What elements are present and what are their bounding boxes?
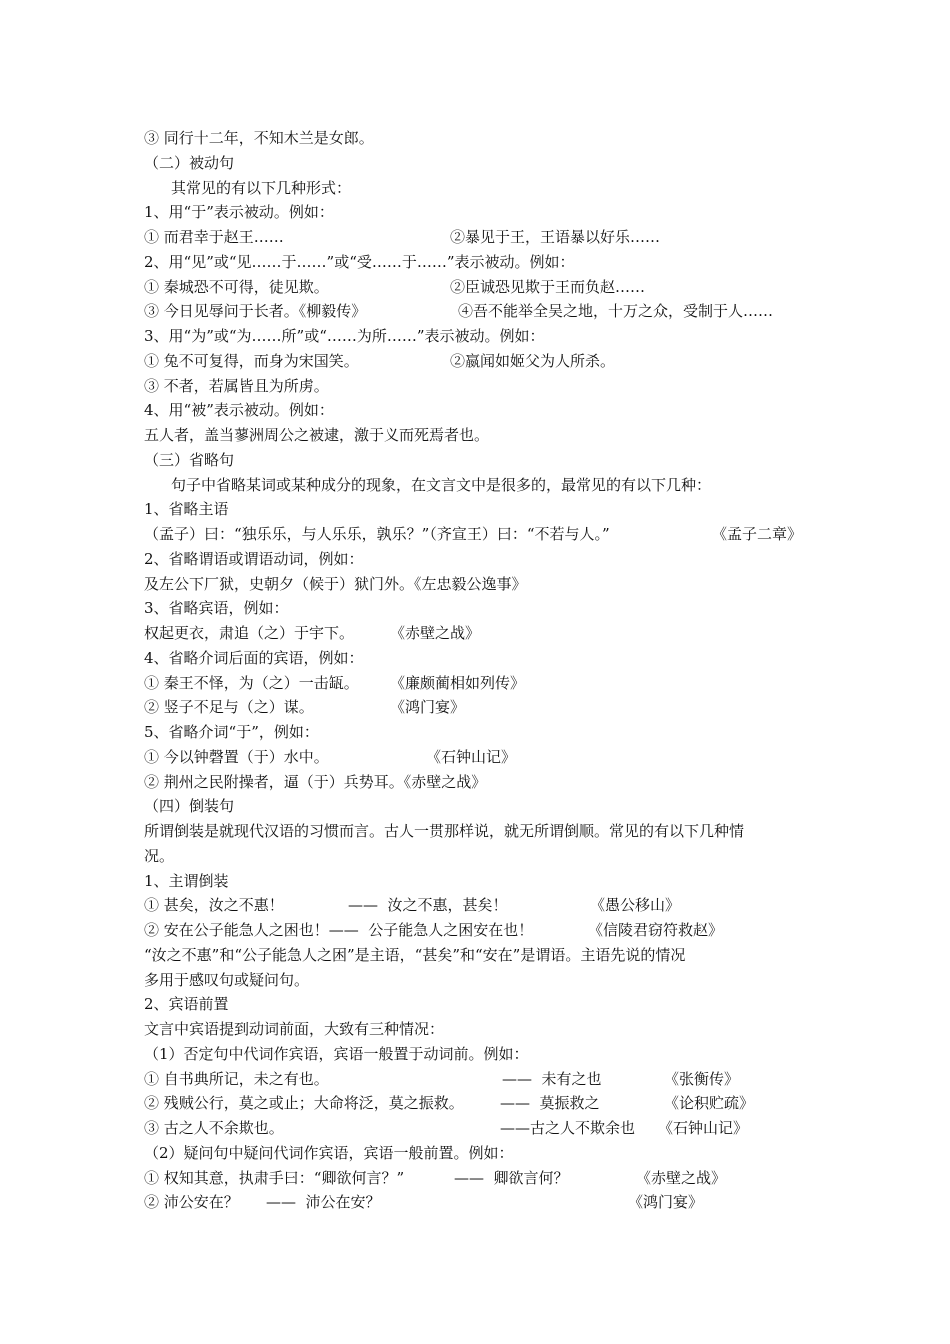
text-line xyxy=(144,720,814,745)
section-heading xyxy=(144,794,814,819)
text-line xyxy=(144,745,814,770)
line-text: “汝之不惠”和“公子能急人之困”是主语，“甚矣”和“安在”是谓语。主语先说的情况 xyxy=(144,945,686,964)
text-line xyxy=(144,943,814,968)
line-text: 《孟子二章》 xyxy=(712,525,803,543)
text-line xyxy=(144,596,814,621)
line-text: 2、省略谓语或谓语动词，例如： xyxy=(144,549,364,568)
text-line xyxy=(144,869,814,894)
line-text: ① 权知其意，执肃手曰：“卿欲何言？” xyxy=(144,1168,405,1187)
text-line xyxy=(144,275,814,300)
line-text: —— 沛公在安？ xyxy=(266,1193,381,1212)
text-line xyxy=(144,918,814,943)
text-line xyxy=(144,1190,814,1215)
line-text: 《石钟山记》 xyxy=(658,1119,749,1137)
line-text: 2、宾语前置 xyxy=(144,995,229,1014)
line-text: 2、用“见”或“见……于……”或“受……于……”表示被动。例如： xyxy=(144,252,575,271)
line-text: ① 秦城恐不可得，徒见欺。 xyxy=(144,277,329,296)
text-line xyxy=(144,893,814,918)
line-text: （二）被动句 xyxy=(144,153,235,172)
text-line xyxy=(144,1116,814,1141)
line-text: ③ 同行十二年，不知木兰是女郎。 xyxy=(144,129,374,147)
text-line xyxy=(144,126,814,151)
line-text: 文言中宾语提到动词前面，大致有三种情况： xyxy=(144,1020,445,1038)
line-text: ① 秦王不怿，为（之）一击缻。 xyxy=(144,673,359,692)
text-line xyxy=(144,497,814,522)
text-line xyxy=(144,473,814,498)
line-text: —— 汝之不惠，甚矣！ xyxy=(348,896,508,915)
line-text: ——古之人不欺余也 xyxy=(500,1119,636,1137)
line-text: 《张衡传》 xyxy=(664,1069,740,1088)
line-text: ② 竖子不足与（之）谋。 xyxy=(144,698,314,717)
text-line xyxy=(144,176,814,201)
text-line xyxy=(144,819,814,844)
text-line xyxy=(144,398,814,423)
line-text: 1、省略主语 xyxy=(144,500,229,519)
line-text: ④吾不能举全吴之地，十万之众，受制于人…… xyxy=(458,302,774,321)
line-text: —— 未有之也 xyxy=(502,1069,602,1088)
text-line xyxy=(144,646,814,671)
line-text: 1、用“于”表示被动。例如： xyxy=(144,203,334,222)
line-text: （四）倒装句 xyxy=(144,797,235,816)
text-line xyxy=(144,695,814,720)
line-text: （孟子）曰：“独乐乐，与人乐乐，孰乐？”（齐宣王）曰：“不若与人。” xyxy=(144,525,610,543)
document-body xyxy=(144,126,814,1215)
text-line xyxy=(144,324,814,349)
text-line xyxy=(144,225,814,250)
line-text: （1）否定句中代词作宾语，宾语一般置于动词前。例如： xyxy=(144,1044,529,1063)
line-text: 《赤壁之战》 xyxy=(390,624,481,642)
text-line xyxy=(144,250,814,275)
line-text: 《赤壁之战》 xyxy=(636,1168,727,1187)
line-text: ②嬴闻如姬父为人所杀。 xyxy=(450,351,616,370)
line-text: 《石钟山记》 xyxy=(426,747,517,766)
text-line xyxy=(144,374,814,399)
line-text: 况。 xyxy=(144,846,175,865)
line-text: 5、省略介词“于”，例如： xyxy=(144,723,319,741)
text-line xyxy=(144,621,814,646)
text-line xyxy=(144,1166,814,1191)
text-line xyxy=(144,1141,814,1166)
text-line xyxy=(144,992,814,1017)
line-text: ② 残贼公行，莫之或止；大命将泛，莫之振救。 xyxy=(144,1094,464,1113)
line-text: 句子中省略某词或某种成分的现象，在文言文中是很多的，最常见的有以下几种： xyxy=(156,475,712,494)
text-line xyxy=(144,522,814,547)
line-text: 《鸿门宴》 xyxy=(628,1193,704,1212)
line-text: 其常见的有以下几种形式： xyxy=(156,178,352,197)
section-heading xyxy=(144,151,814,176)
section-heading xyxy=(144,448,814,473)
line-text: ③ 今日见辱问于长者。《柳毅传》 xyxy=(144,302,367,321)
line-text: —— 莫振救之 xyxy=(500,1094,600,1113)
line-text: ② 沛公安在？ xyxy=(144,1193,239,1212)
line-text: 3、用“为”或“为……所”或“……为所……”表示被动。例如： xyxy=(144,327,545,345)
line-text: 权起更衣，肃追（之）于宇下。 xyxy=(144,624,355,642)
line-text: 3、省略宾语，例如： xyxy=(144,599,289,618)
line-text: ② 安在公子能急人之困也！—— 公子能急人之困安在也！ xyxy=(144,921,534,939)
line-text: 4、省略介词后面的宾语，例如： xyxy=(144,648,364,667)
line-text: 《廉颇蔺相如列传》 xyxy=(390,673,526,692)
line-text: （三）省略句 xyxy=(144,450,235,469)
text-line xyxy=(144,1042,814,1067)
line-text: ① 甚矣，汝之不惠！ xyxy=(144,896,284,915)
line-text: ②臣诚恐见欺于王而负赵…… xyxy=(450,277,646,296)
line-text: ① 兔不可复得，而身为宋国笑。 xyxy=(144,351,359,370)
text-line xyxy=(144,770,814,795)
text-line xyxy=(144,547,814,572)
line-text: 4、用“被”表示被动。例如： xyxy=(144,401,334,420)
line-text: 多用于感叹句或疑问句。 xyxy=(144,970,310,989)
line-text: ① 而君幸于赵王…… xyxy=(144,228,284,246)
line-text: 1、主谓倒装 xyxy=(144,871,229,890)
line-text: 《愚公移山》 xyxy=(590,896,681,915)
line-text: ③ 不者，若属皆且为所虏。 xyxy=(144,376,329,395)
text-line xyxy=(144,299,814,324)
line-text: ① 今以钟磬置（于）水中。 xyxy=(144,747,329,766)
line-text: ②暴见于王，王语暴以好乐…… xyxy=(450,228,661,246)
text-line xyxy=(144,671,814,696)
text-line xyxy=(144,1067,814,1092)
line-text: 五人者，盖当蓼洲周公之被逮，激于义而死焉者也。 xyxy=(144,426,490,444)
text-line xyxy=(144,349,814,374)
line-text: 所谓倒装是就现代汉语的习惯而言。古人一贯那样说，就无所谓倒顺。常见的有以下几种情 xyxy=(144,822,745,840)
line-text: ② 荆州之民附操者，逼（于）兵势耳。《赤壁之战》 xyxy=(144,772,487,791)
text-line xyxy=(144,844,814,869)
line-text: ① 自书典所记，未之有也。 xyxy=(144,1069,329,1088)
line-text: （2）疑问句中疑问代词作宾语，宾语一般前置。例如： xyxy=(144,1143,514,1162)
line-text: ③ 古之人不余欺也。 xyxy=(144,1119,284,1137)
text-line xyxy=(144,423,814,448)
line-text: 及左公下厂狱，史朝夕（候于）狱门外。《左忠毅公逸事》 xyxy=(144,574,527,593)
text-line xyxy=(144,572,814,597)
text-line xyxy=(144,1091,814,1116)
text-line xyxy=(144,1017,814,1042)
text-line xyxy=(144,968,814,993)
line-text: 《鸿门宴》 xyxy=(390,698,466,717)
line-text: 《信陵君窃符救赵》 xyxy=(588,921,724,939)
text-line xyxy=(144,200,814,225)
line-text: 《论积贮疏》 xyxy=(664,1094,755,1113)
line-text: —— 卿欲言何？ xyxy=(454,1168,569,1187)
